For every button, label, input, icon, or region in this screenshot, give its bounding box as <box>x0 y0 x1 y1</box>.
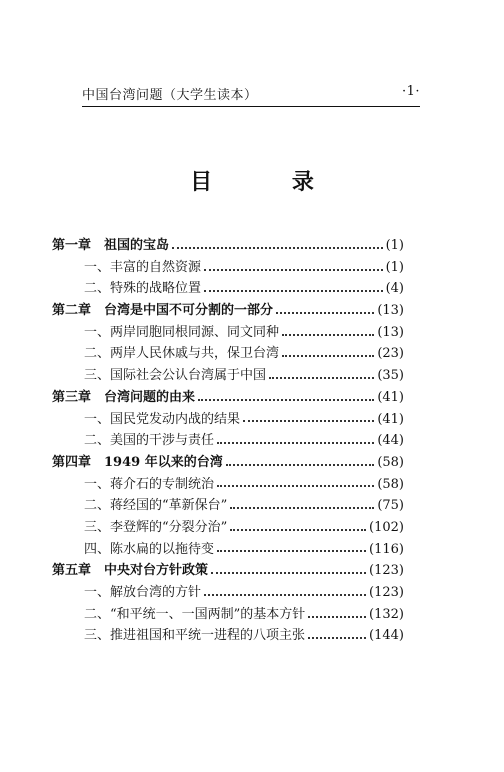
dot-leader <box>211 572 366 574</box>
dot-leader <box>172 247 383 249</box>
toc-entry-number: 三、 <box>84 628 111 644</box>
toc-entry-title: 1949 年以来的台湾 <box>104 454 223 470</box>
toc-entry-page: (13) <box>377 303 404 319</box>
toc-entry-page: (1) <box>385 259 404 275</box>
toc-entry-number: 二、 <box>84 606 111 622</box>
toc-entry-number: 四、 <box>84 541 111 557</box>
toc-entry-page: (58) <box>377 476 404 492</box>
toc-chapter-entry[interactable] <box>52 451 404 473</box>
toc-entry-heading <box>52 473 214 492</box>
toc-entry-title: 两岸人民休戚与共，保卫台湾 <box>110 346 280 362</box>
dot-leader <box>276 312 374 314</box>
toc-section-entry[interactable] <box>52 494 404 516</box>
toc-entry-title: 蒋经国的“革新保台” <box>110 498 228 514</box>
toc-section-entry[interactable] <box>52 581 404 603</box>
toc-entry-title: 陈水扁的以拖待变 <box>110 541 215 557</box>
toc-entry-heading <box>52 342 279 361</box>
toc-entry-number: 一、 <box>84 324 111 340</box>
dot-leader <box>308 637 366 639</box>
toc-section-entry[interactable] <box>52 516 404 538</box>
toc-entry-page: (1) <box>385 238 404 253</box>
toc-entry-number: 一、 <box>84 585 111 600</box>
toc-entry-page: (58) <box>377 454 404 470</box>
toc-title: 目 录 <box>190 169 350 195</box>
toc-entry-heading <box>52 581 201 600</box>
toc-entry-page: (41) <box>377 411 404 427</box>
toc-entry-page: (123) <box>369 563 404 579</box>
toc-entry-number: 三、 <box>84 519 111 535</box>
toc-entry-page: (123) <box>369 585 404 600</box>
toc-entry-heading <box>52 494 227 513</box>
dot-leader <box>282 355 374 357</box>
toc-section-entry[interactable] <box>52 321 404 343</box>
toc-entry-number: 三、 <box>84 368 111 384</box>
toc-entry-title: 祖国的宝岛 <box>104 238 170 253</box>
toc-entry-number: 二、 <box>84 346 111 362</box>
toc-section-entry[interactable] <box>52 429 404 451</box>
toc-entry-heading <box>52 277 201 296</box>
dot-leader <box>230 507 374 509</box>
dot-leader <box>230 529 366 531</box>
toc-entry-title: 国际社会公认台湾属于中国 <box>110 368 267 384</box>
toc-entry-title: 台湾是中国不可分割的一部分 <box>104 303 274 319</box>
toc-entry-page: (44) <box>377 433 404 449</box>
toc-entry-page: (132) <box>369 606 404 622</box>
toc-entry-page: (4) <box>385 281 404 297</box>
toc-entry-title: 李登辉的“分裂分治” <box>110 519 228 535</box>
toc-chapter-entry[interactable] <box>52 234 404 256</box>
running-title: 中国台湾问题（大学生读本） <box>82 88 258 103</box>
toc-entry-heading <box>52 256 201 275</box>
toc-entry-page: (102) <box>369 519 404 535</box>
toc-section-entry[interactable] <box>52 364 404 386</box>
toc-entry-heading <box>52 386 195 405</box>
dot-leader <box>204 269 383 271</box>
dot-leader <box>204 594 366 596</box>
toc-entry-heading <box>52 234 169 253</box>
toc-entry-title: 蒋介石的专制统治 <box>110 476 215 492</box>
toc-chapter-entry[interactable] <box>52 386 404 408</box>
toc-section-entry[interactable] <box>52 473 404 495</box>
toc-entry-page: (41) <box>377 389 404 405</box>
dot-leader <box>226 464 375 466</box>
toc-entry-heading <box>52 364 266 383</box>
toc-entry-number: 二、 <box>84 433 111 449</box>
header-rule <box>82 106 420 107</box>
dot-leader <box>217 485 374 487</box>
toc-section-entry[interactable] <box>52 538 404 560</box>
dot-leader <box>308 616 366 618</box>
toc-entry-number: 第一章 <box>52 238 92 253</box>
page-number: ·1· <box>401 84 420 99</box>
toc-chapter-entry[interactable] <box>52 299 404 321</box>
toc-section-entry[interactable] <box>52 277 404 299</box>
toc-entry-heading <box>52 559 208 578</box>
toc-entry-title: 丰富的自然资源 <box>110 259 202 275</box>
toc-entry-page: (144) <box>369 628 404 644</box>
toc-entry-number: 第二章 <box>52 303 92 319</box>
dot-leader <box>269 377 374 379</box>
toc-entry-heading <box>52 451 223 470</box>
toc-entry-title: 台湾问题的由来 <box>104 389 196 405</box>
toc-entry-heading <box>52 603 305 622</box>
toc-entry-title: 美国的干涉与责任 <box>110 433 215 449</box>
toc-section-entry[interactable] <box>52 603 404 625</box>
toc-section-entry[interactable] <box>52 408 404 430</box>
toc-entry-page: (35) <box>377 368 404 384</box>
dot-leader <box>243 420 374 422</box>
toc-entry-number: 第三章 <box>52 389 92 405</box>
toc-entry-title: 推进祖国和平统一进程的八项主张 <box>110 628 306 644</box>
toc-entry-title: 解放台湾的方针 <box>110 585 202 600</box>
toc-entry-title: 两岸同胞同根同源、同文同种 <box>110 324 280 340</box>
table-of-contents <box>52 234 404 646</box>
toc-section-entry[interactable] <box>52 624 404 646</box>
toc-entry-page: (75) <box>377 498 404 514</box>
toc-entry-title: “和平统一、一国两制”的基本方针 <box>110 606 306 622</box>
toc-entry-heading <box>52 408 240 427</box>
toc-entry-heading <box>52 538 214 557</box>
toc-entry-number: 第五章 <box>52 563 92 579</box>
toc-entry-page: (23) <box>377 346 404 362</box>
toc-section-entry[interactable] <box>52 342 404 364</box>
toc-entry-title: 特殊的战略位置 <box>110 281 202 297</box>
dot-leader <box>217 442 374 444</box>
toc-entry-number: 二、 <box>84 498 111 514</box>
toc-entry-page: (116) <box>369 541 404 557</box>
toc-entry-heading <box>52 321 279 340</box>
dot-leader <box>282 334 374 336</box>
toc-section-entry[interactable] <box>52 256 404 278</box>
toc-entry-title: 国民党发动内战的结果 <box>110 411 241 427</box>
toc-entry-heading <box>52 299 273 318</box>
running-header <box>82 84 420 104</box>
toc-entry-title: 中央对台方针政策 <box>104 563 209 579</box>
dot-leader <box>217 550 366 552</box>
toc-chapter-entry[interactable] <box>52 559 404 581</box>
toc-entry-heading <box>52 516 227 535</box>
toc-entry-heading <box>52 624 305 643</box>
toc-entry-number: 第四章 <box>52 454 92 470</box>
toc-entry-number: 一、 <box>84 476 111 492</box>
toc-entry-heading <box>52 429 214 448</box>
toc-entry-page: (13) <box>377 324 404 340</box>
dot-leader <box>198 399 374 401</box>
toc-entry-number: 一、 <box>84 411 111 427</box>
toc-entry-number: 一、 <box>84 259 111 275</box>
toc-entry-number: 二、 <box>84 281 111 297</box>
dot-leader <box>204 290 383 292</box>
